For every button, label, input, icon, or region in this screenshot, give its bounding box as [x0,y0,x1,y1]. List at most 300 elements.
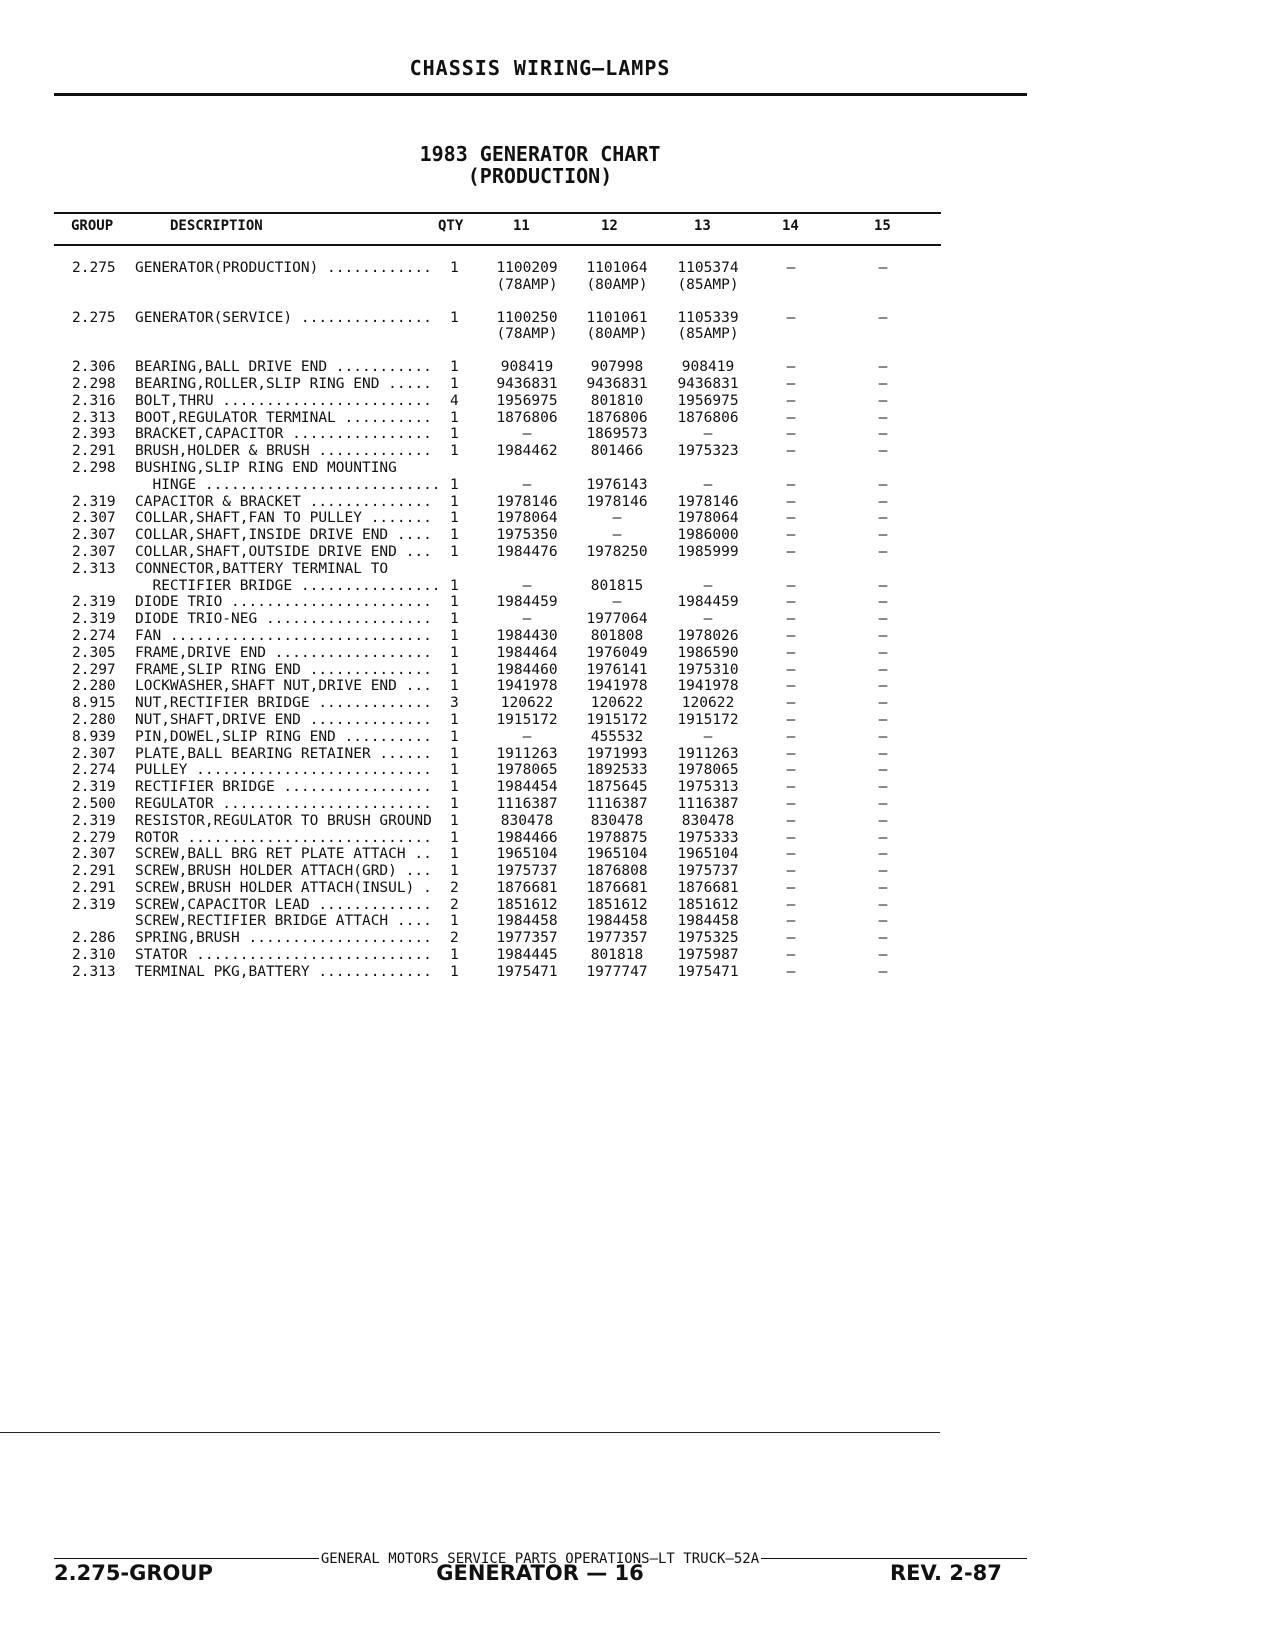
cell-c11: 1975350 [496,527,558,544]
table-row [0,846,1280,863]
cell-c13: 1975325 [677,930,739,947]
cell-c14: — [786,543,796,560]
cell-c14: — [786,896,796,913]
table-row [0,746,1280,763]
table-row [0,310,1280,327]
cell-desc: REGULATOR ........................ [135,795,432,812]
cell-qty: 1 [450,309,459,326]
cell-c13: 1915172 [677,711,739,728]
cell-c12: 1984458 [586,913,648,930]
cell-c11: 1975471 [496,963,558,980]
cell-c11: 120622 [500,695,554,712]
table-row [0,426,1280,443]
cell-c12: 1915172 [586,711,648,728]
table-row [0,662,1280,679]
cell-c15: — [878,879,888,896]
cell-c15: — [878,644,888,661]
cell-c11: — [522,728,532,745]
cell-c13: — [703,611,713,628]
cell-c14: — [786,762,796,779]
cell-c15: — [878,863,888,880]
section-title: CHASSIS WIRING—LAMPS [409,56,671,80]
cell-c13: 1975987 [677,947,739,964]
cell-c15: — [878,913,888,930]
table-row [0,863,1280,880]
table-row [0,628,1280,645]
cell-c15: — [878,594,888,611]
cell-desc: SCREW,CAPACITOR LEAD ............. [135,896,432,913]
cell-c12: 830478 [590,812,644,829]
cell-desc: COLLAR,SHAFT,FAN TO PULLEY ....... [135,510,432,527]
cell-c13: — [703,476,713,493]
cell-c15: — [878,443,888,460]
cell-group: 2.291 [72,443,116,460]
cell-group: 2.313 [72,560,116,577]
header-rule [54,93,1027,96]
cell-desc: SPRING,BRUSH ..................... [135,930,432,947]
cell-c11: 1116387 [496,795,558,812]
cell-qty: 1 [450,359,459,376]
cell-desc: DIODE TRIO-NEG ................... [135,611,432,628]
cell-c12: 801815 [590,577,644,594]
table-row [0,443,1280,460]
cell-desc: CONNECTOR,BATTERY TERMINAL TO [135,560,389,577]
cell-c13: 1978026 [677,627,739,644]
cell-c13: 1978146 [677,493,739,510]
cell-c11: 1851612 [496,896,558,913]
cell-group: 2.297 [72,661,116,678]
cell-c11: — [522,426,532,443]
cell-c13: — [703,577,713,594]
table-row [0,779,1280,796]
cell-c13: 1978064 [677,510,739,527]
cell-c14: — [786,527,796,544]
cell-c11: 1984464 [496,644,558,661]
cell-c14: — [786,260,796,276]
table-row [0,930,1280,947]
cell-desc: PLATE,BALL BEARING RETAINER ...... [135,745,432,762]
cell-desc: SCREW,BRUSH HOLDER ATTACH(INSUL) . [135,879,432,896]
cell-c13: 830478 [681,812,735,829]
cell-group: 2.500 [72,795,116,812]
cell-c14: — [786,392,796,409]
cell-c13: 1975313 [677,779,739,796]
cell-c11: 1984430 [496,627,558,644]
cell-desc: COLLAR,SHAFT,INSIDE DRIVE END .... [135,527,432,544]
cell-c11: 1984476 [496,543,558,560]
cell-qty: 2 [450,930,459,947]
cell-c13: 1851612 [677,896,739,913]
cell-c12: 1869573 [586,426,648,443]
cell-qty: 1 [450,644,459,661]
cell-c15: — [878,678,888,695]
cell-c12: 1941978 [586,678,648,695]
table-row [0,578,1280,595]
col-header-group: GROUP [71,218,114,234]
cell-c12: 1875645 [586,779,648,796]
cell-group: 2.298 [72,459,116,476]
cell-desc: BEARING,BALL DRIVE END ........... [135,359,432,376]
cell-group: 2.316 [72,392,116,409]
cell-group: 2.274 [72,627,116,644]
cell-c15: — [878,359,888,376]
cell-c14: — [786,879,796,896]
cell-c13: 1975310 [677,661,739,678]
cell-qty: 1 [450,963,459,980]
cell-c12: — [612,594,622,611]
footer-group-ref: 2.275-GROUP [54,1561,213,1585]
col-header-description: DESCRIPTION [170,218,263,234]
cell-c13: 1116387 [677,795,739,812]
cell-c13: 1105339 [677,309,739,326]
cell-c12: 1965104 [586,846,648,863]
cell-c12: 455532 [590,728,644,745]
cell-qty: 1 [450,762,459,779]
table-row [0,260,1280,277]
cell-c13: 908419 [681,359,735,376]
cell-c12: (80AMP) [586,276,648,293]
cell-group: 2.310 [72,947,116,964]
cell-desc: RECTIFIER BRIDGE ................ [135,577,441,594]
cell-desc: STATOR ........................... [135,947,432,964]
cell-c13: 1986000 [677,527,739,544]
table-row [0,527,1280,544]
cell-desc: RECTIFIER BRIDGE ................. [135,779,432,796]
cell-c15: — [878,409,888,426]
cell-c12: 1978250 [586,543,648,560]
cell-c15: — [878,812,888,829]
cell-c11: 1984460 [496,661,558,678]
cell-c12: 1101061 [586,309,648,326]
table-header-rule-top [54,212,941,214]
cell-desc: SCREW,RECTIFIER BRIDGE ATTACH .... [135,913,432,930]
cell-c11: 1984459 [496,594,558,611]
cell-c11: 1984466 [496,829,558,846]
cell-desc: DIODE TRIO ....................... [135,594,432,611]
cell-c13: 1984458 [677,913,739,930]
cell-c13: 1876681 [677,879,739,896]
cell-desc: PIN,DOWEL,SLIP RING END .......... [135,728,432,745]
cell-c14: — [786,745,796,762]
chart-title-line-2: (PRODUCTION) [467,164,613,188]
cell-c15: — [878,510,888,527]
cell-c15: — [878,846,888,863]
cell-c14: — [786,443,796,460]
table-row [0,477,1280,494]
cell-c15: — [878,611,888,628]
cell-c13: (85AMP) [677,326,739,343]
cell-c14: — [786,375,796,392]
row-gap [0,294,1280,310]
cell-c14: — [786,627,796,644]
col-header-11: 11 [513,218,530,234]
cell-c13: 1105374 [677,260,739,276]
cell-c14: — [786,678,796,695]
cell-c13: 1985999 [677,543,739,560]
cell-c12: 1977357 [586,930,648,947]
cell-c13: (85AMP) [677,276,739,293]
cell-qty: 1 [450,812,459,829]
cell-qty: 1 [450,829,459,846]
cell-c15: — [878,947,888,964]
cell-c15: — [878,695,888,712]
cell-c12: 1976143 [586,476,648,493]
cell-c14: — [786,359,796,376]
cell-c14: — [786,711,796,728]
cell-desc: BUSHING,SLIP RING END MOUNTING [135,459,397,476]
cell-c12: 1978146 [586,493,648,510]
cell-c14: — [786,779,796,796]
cell-qty: 1 [450,863,459,880]
cell-group: 2.319 [72,779,116,796]
cell-c11: 1984458 [496,913,558,930]
table-row [0,813,1280,830]
cell-c12: 1977747 [586,963,648,980]
table-row [0,277,1280,294]
table-row [0,729,1280,746]
cell-c11: — [522,476,532,493]
table-row [0,326,1280,343]
cell-desc: PULLEY ........................... [135,762,432,779]
cell-qty: 1 [450,711,459,728]
table-row [0,594,1280,611]
cell-group: 2.280 [72,678,116,695]
cell-desc: LOCKWASHER,SHAFT NUT,DRIVE END ... [135,678,432,695]
table-row [0,460,1280,477]
cell-c14: — [786,963,796,980]
cell-desc: GENERATOR(SERVICE) ............... [135,309,432,326]
cell-c15: — [878,711,888,728]
cell-desc: FAN .............................. [135,627,432,644]
cell-group: 2.313 [72,409,116,426]
cell-c12: 120622 [590,695,644,712]
cell-c14: — [786,409,796,426]
cell-c14: — [786,795,796,812]
cell-c12: 801810 [590,392,644,409]
cell-c14: — [786,863,796,880]
cell-c11: — [522,577,532,594]
cell-c12: 1851612 [586,896,648,913]
cell-c11: 1911263 [496,745,558,762]
cell-c14: — [786,728,796,745]
table-row [0,947,1280,964]
cell-c15: — [878,543,888,560]
cell-c15: — [878,260,888,276]
cell-c11: 1984454 [496,779,558,796]
cell-desc: BEARING,ROLLER,SLIP RING END ..... [135,375,432,392]
cell-c15: — [878,527,888,544]
cell-qty: 1 [450,493,459,510]
footer-page-label: GENERATOR — 16 [436,1561,644,1585]
cell-group: 2.307 [72,543,116,560]
cell-qty: 1 [450,409,459,426]
cell-qty: 1 [450,260,459,276]
cell-c12: 1976141 [586,661,648,678]
cell-c15: — [878,426,888,443]
cell-c14: — [786,611,796,628]
cell-c11: 1915172 [496,711,558,728]
cell-c14: — [786,812,796,829]
cell-c11: (78AMP) [496,276,558,293]
cell-group: 2.319 [72,896,116,913]
cell-c11: 1965104 [496,846,558,863]
table-row [0,678,1280,695]
cell-c13: 120622 [681,695,735,712]
cell-c13: 9436831 [677,375,739,392]
table-row [0,897,1280,914]
cell-c12: 1978875 [586,829,648,846]
table-row [0,561,1280,578]
cell-c13: 1965104 [677,846,739,863]
cell-qty: 4 [450,392,459,409]
cell-desc: BRUSH,HOLDER & BRUSH ............. [135,443,432,460]
cell-c15: — [878,375,888,392]
table-row [0,880,1280,897]
cell-group: 2.307 [72,745,116,762]
cell-qty: 1 [450,678,459,695]
cell-c11: 908419 [500,359,554,376]
cell-qty: 1 [450,745,459,762]
cell-c15: — [878,661,888,678]
cell-c11: 1941978 [496,678,558,695]
cell-qty: 1 [450,426,459,443]
cell-c13: 1876806 [677,409,739,426]
cell-qty: 1 [450,661,459,678]
cell-c13: 1975333 [677,829,739,846]
cell-c12: 1876806 [586,409,648,426]
cell-group: 2.291 [72,863,116,880]
cell-qty: 1 [450,846,459,863]
cell-qty: 1 [450,795,459,812]
table-row [0,695,1280,712]
table-row [0,544,1280,561]
table-row [0,393,1280,410]
cell-group: 2.307 [72,510,116,527]
cell-c14: — [786,695,796,712]
page-bottom-rule [0,1432,940,1433]
cell-c12: 1876808 [586,863,648,880]
cell-group: 2.313 [72,963,116,980]
cell-desc: SCREW,BALL BRG RET PLATE ATTACH .. [135,846,432,863]
cell-desc: RESISTOR,REGULATOR TO BRUSH GROUND [135,812,432,829]
cell-desc: TERMINAL PKG,BATTERY ............. [135,963,432,980]
cell-group: 2.319 [72,611,116,628]
cell-group: 2.319 [72,594,116,611]
cell-qty: 1 [450,611,459,628]
cell-c14: — [786,510,796,527]
col-header-12: 12 [601,218,618,234]
cell-group: 2.280 [72,711,116,728]
cell-desc: BRACKET,CAPACITOR ................ [135,426,432,443]
cell-c15: — [878,896,888,913]
cell-c14: — [786,661,796,678]
cell-group: 2.305 [72,644,116,661]
cell-c11: 1975737 [496,863,558,880]
cell-c14: — [786,846,796,863]
cell-c15: — [878,476,888,493]
cell-c13: 1986590 [677,644,739,661]
cell-qty: 1 [450,527,459,544]
cell-c15: — [878,577,888,594]
cell-c15: — [878,930,888,947]
chart-title-line-1: 1983 GENERATOR CHART [419,142,661,166]
cell-group: 2.286 [72,930,116,947]
cell-c11: 1978064 [496,510,558,527]
table-row [0,510,1280,527]
table-row [0,645,1280,662]
cell-group: 2.307 [72,527,116,544]
table-row [0,964,1280,981]
cell-c12: 801466 [590,443,644,460]
cell-c12: — [612,510,622,527]
cell-group: 8.939 [72,728,116,745]
table-row [0,830,1280,847]
cell-c15: — [878,829,888,846]
cell-c12: — [612,527,622,544]
cell-c13: — [703,728,713,745]
cell-c12: 1876681 [586,879,648,896]
col-header-15: 15 [874,218,891,234]
cell-c11: 1956975 [496,392,558,409]
cell-c15: — [878,795,888,812]
cell-group: 2.279 [72,829,116,846]
cell-c11: 1876681 [496,879,558,896]
table-header-rule-bottom [54,244,941,246]
table-row [0,376,1280,393]
cell-qty: 1 [450,728,459,745]
cell-c13: 1984459 [677,594,739,611]
table-row [0,359,1280,376]
parts-table [0,260,1280,981]
cell-qty: 1 [450,510,459,527]
cell-group: 2.275 [72,260,116,276]
table-row [0,410,1280,427]
cell-desc: GENERATOR(PRODUCTION) ............ [135,260,432,276]
cell-c12: 1971993 [586,745,648,762]
col-header-qty: QTY [438,218,464,234]
cell-desc: SCREW,BRUSH HOLDER ATTACH(GRD) ... [135,863,432,880]
table-row [0,913,1280,930]
cell-c11: 830478 [500,812,554,829]
cell-group: 2.319 [72,812,116,829]
cell-c12: 801818 [590,947,644,964]
cell-c14: — [786,476,796,493]
cell-qty: 3 [450,695,459,712]
cell-c11: 1984445 [496,947,558,964]
cell-c15: — [878,309,888,326]
cell-group: 2.291 [72,879,116,896]
cell-desc: NUT,SHAFT,DRIVE END .............. [135,711,432,728]
cell-c14: — [786,577,796,594]
row-gap [0,343,1280,359]
cell-c14: — [786,947,796,964]
cell-c14: — [786,913,796,930]
cell-c14: — [786,930,796,947]
cell-c13: 1941978 [677,678,739,695]
cell-c14: — [786,644,796,661]
cell-c12: 1892533 [586,762,648,779]
cell-desc: BOOT,REGULATOR TERMINAL .......... [135,409,432,426]
table-row [0,762,1280,779]
cell-group: 2.319 [72,493,116,510]
cell-qty: 1 [450,594,459,611]
cell-desc: COLLAR,SHAFT,OUTSIDE DRIVE END ... [135,543,432,560]
cell-group: 8.915 [72,695,116,712]
cell-qty: 1 [450,543,459,560]
cell-c11: 1100209 [496,260,558,276]
cell-c11: 1876806 [496,409,558,426]
cell-c15: — [878,779,888,796]
